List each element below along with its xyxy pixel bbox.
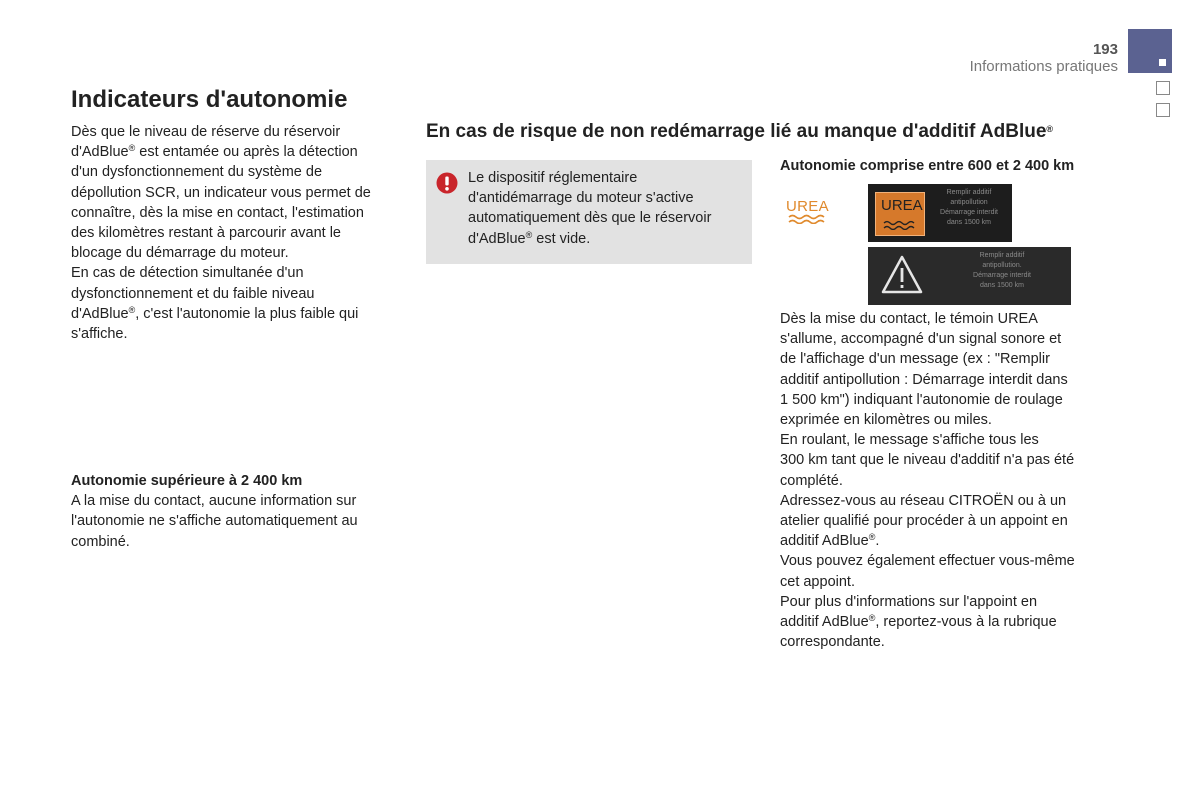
- urea-indicator-label: UREA: [786, 198, 829, 215]
- text-line: d'antidémarrage du moteur s'active: [468, 190, 694, 207]
- text-line: additif AdBlue®, reportez-vous à la rubrique: [780, 613, 1057, 631]
- chapter-tab-active[interactable]: [1128, 29, 1172, 73]
- registered-mark: ®: [1046, 124, 1054, 134]
- page-number: 193: [1092, 41, 1118, 58]
- text-line: combiné.: [71, 533, 130, 550]
- text-line: 1 500 km") indiquant l'autonomie de roulage: [780, 391, 1063, 408]
- urea-waves-icon: [788, 214, 830, 224]
- text-line: Dès que le niveau de réserve du réservoir: [71, 124, 341, 140]
- display-message: [930, 188, 1008, 228]
- text-line: l'autonomie ne s'affiche automatiquement au: [71, 513, 358, 530]
- text-line: Pour plus d'informations sur l'appoint en: [780, 593, 1038, 610]
- warning-icon: [436, 172, 458, 194]
- text-line: Adressez-vous au réseau CITROËN ou à un: [780, 492, 1067, 509]
- text-line: En cas de détection simultanée d'un: [71, 265, 304, 282]
- text-line: d'AdBlue® est vide.: [468, 229, 591, 247]
- text-line: s'allume, accompagné d'un signal sonore et: [780, 331, 1062, 348]
- warning-text: [468, 168, 748, 249]
- text-line: additif antipollution : Démarrage interdit dans: [780, 371, 1068, 388]
- over-2400-section: [71, 471, 401, 552]
- page-title: Indicateurs d'autonomie: [71, 86, 348, 113]
- section-heading: Autonomie supérieure à 2 400 km: [71, 473, 303, 489]
- range-body-text: [780, 309, 1110, 652]
- text-line: d'un dysfonctionnement du système de: [71, 164, 323, 181]
- text-line: Démarrage interdit: [973, 272, 1031, 279]
- urea-badge-label: UREA: [881, 197, 923, 214]
- dashboard-display-warning: [868, 247, 1071, 305]
- text-line: dépollution SCR, un indicateur vous permet de: [71, 184, 371, 201]
- urea-badge: [875, 192, 925, 236]
- text-line: d'AdBlue®, c'est l'autonomie la plus faible qui: [71, 304, 359, 322]
- chapter-tab[interactable]: [1156, 81, 1170, 95]
- registered-mark: ®: [868, 613, 876, 624]
- text-line: blocage du démarrage du moteur.: [71, 245, 289, 262]
- registered-mark: ®: [525, 229, 533, 240]
- text-line: En roulant, le message s'affiche tous les: [780, 432, 1039, 449]
- text-line: dans 1500 km: [947, 219, 991, 226]
- text-line: cet appoint.: [780, 573, 855, 590]
- text-line: complété.: [780, 472, 843, 489]
- text-line: dysfonctionnement et du faible niveau: [71, 285, 315, 302]
- text-line: Le dispositif réglementaire: [468, 170, 638, 186]
- text-line: s'affiche.: [71, 326, 128, 343]
- text-line: exprimée en kilomètres ou miles.: [780, 412, 992, 429]
- text-line: Vous pouvez également effectuer vous-même: [780, 553, 1075, 570]
- text-line: atelier qualifié pour procéder à un appoint en: [780, 513, 1068, 530]
- dashboard-display-urea: [868, 184, 1012, 242]
- text-line: Remplir additif: [979, 252, 1025, 259]
- text-line: correspondante.: [780, 634, 885, 651]
- display-message: [938, 251, 1066, 291]
- text-line: Remplir additif: [946, 189, 992, 196]
- intro-paragraph: [71, 122, 401, 344]
- text-line: antipollution: [950, 199, 988, 206]
- chapter-tab[interactable]: [1156, 103, 1170, 117]
- urea-badge-waves-icon: [883, 220, 917, 230]
- text-line: Dès la mise du contact, le témoin UREA: [780, 311, 1038, 327]
- text-fragment: d'AdBlue® est entamée ou après la détection: [71, 143, 358, 161]
- text-line: connaître, dès la mise en contact, l'estimation: [71, 204, 364, 221]
- text-line: 300 km tant que le niveau d'additif n'a pas été: [780, 452, 1075, 469]
- registered-mark: ®: [868, 532, 876, 543]
- section-heading-adblue: En cas de risque de non redémarrage lié au manque d'additif AdBlue®: [426, 121, 1054, 142]
- text-line: dans 1500 km: [980, 282, 1024, 289]
- text-line: de l'affichage d'un message (ex : "Remplir: [780, 351, 1050, 368]
- registered-mark: ®: [128, 143, 136, 154]
- section-title: Informations pratiques: [969, 58, 1118, 75]
- text-line: [71, 142, 401, 162]
- text-line: antipollution.: [982, 262, 1022, 269]
- warning-triangle-icon: [880, 253, 924, 297]
- range-heading: Autonomie comprise entre 600 et 2 400 km: [780, 158, 1075, 174]
- text-line: automatiquement dès que le réservoir: [468, 210, 712, 227]
- text-line: Démarrage interdit: [940, 209, 998, 216]
- text-line: additif AdBlue®.: [780, 532, 880, 550]
- registered-mark: ®: [128, 304, 136, 315]
- text-line: des kilomètres restant à parcourir avant le: [71, 225, 341, 242]
- text-line: A la mise du contact, aucune information sur: [71, 493, 357, 510]
